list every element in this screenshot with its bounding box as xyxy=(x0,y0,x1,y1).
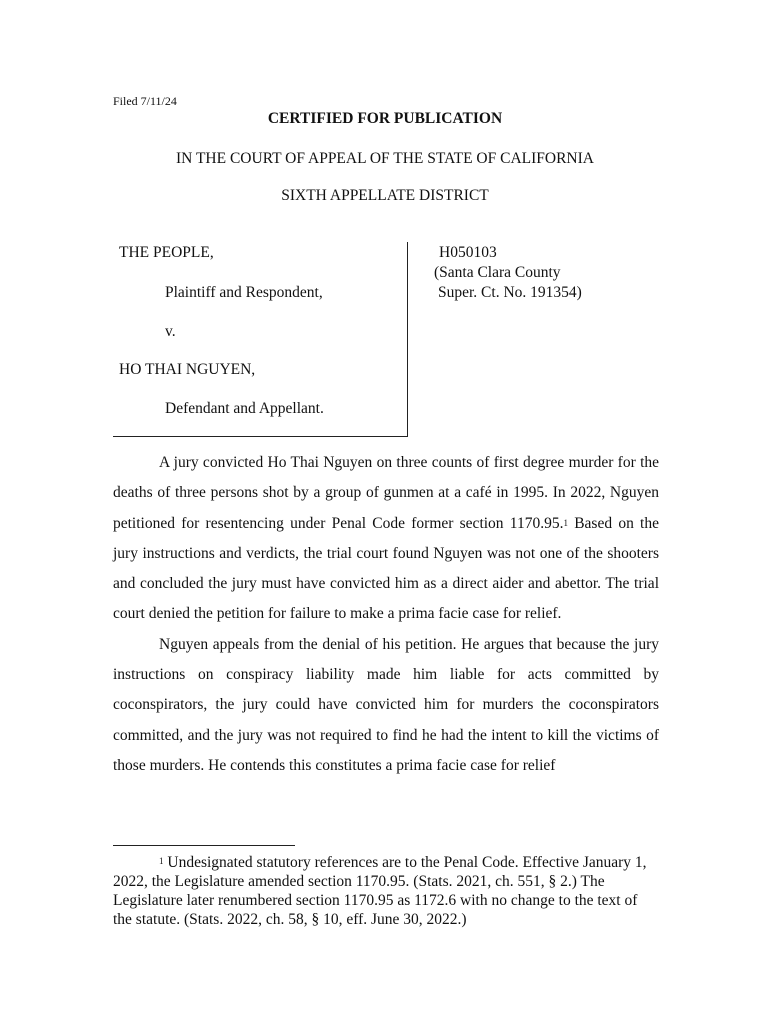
paragraph-1-text: A jury convicted Ho Thai Nguyen on three counts of first degree murder for the deaths of three persons shot by a group of gunmen at a café in 1995. In 2022, Nguyen petitioned for resentencing under Penal Code former section 1170.95. xyxy=(113,454,659,532)
plaintiff-name: THE PEOPLE, xyxy=(119,244,214,261)
opinion-body xyxy=(113,448,659,781)
court-name: IN THE COURT OF APPEAL OF THE STATE OF CALIFORNIA xyxy=(176,150,594,167)
footnote-mark: 1 xyxy=(159,856,164,866)
footnote-reference[interactable]: 1 xyxy=(563,517,568,528)
versus: v. xyxy=(165,323,176,340)
paragraph-1 xyxy=(113,448,659,630)
paragraph-1-text-continued: Based on the jury instructions and verdicts, the trial court found Nguyen was not one of the shooters and concluded the jury must have convicted him as a direct aider and abettor. The trial court denied the petition for failure to make a prima facie case for relief. xyxy=(113,514,659,623)
caption-vertical-rule xyxy=(407,242,408,437)
district-name: SIXTH APPELLATE DISTRICT xyxy=(281,187,489,204)
certified-heading: CERTIFIED FOR PUBLICATION xyxy=(267,110,503,127)
paragraph-2: Nguyen appeals from the denial of his petition. He argues that because the jury instructions on conspiracy liability made him liable for acts committed by coconspirators, the jury could have convicted him for murders the coconspirators committed, and the jury was not required to find he had the intent to kill the victims of those murders. He contends this constitutes a prima facie case for relief xyxy=(113,635,659,774)
county-line-1: (Santa Clara County xyxy=(434,264,561,281)
county-line-2: Super. Ct. No. 191354) xyxy=(438,284,582,301)
defendant-role: Defendant and Appellant. xyxy=(165,400,324,417)
plaintiff-role: Plaintiff and Respondent, xyxy=(165,284,323,301)
caption-horizontal-rule xyxy=(113,436,408,437)
footnote-separator xyxy=(113,845,295,846)
case-number: H050103 xyxy=(439,244,497,261)
footnote-text: Undesignated statutory references are to the Penal Code. Effective January 1, 2022, the Legislature amended section 1170.95. (Stats. 2021, ch. 551, § 2.) The Legislature later renumbered section 1170.95 as 1172.6 with no change to the text of the statute. (Stats. 2022, ch. 58, § 10, eff. June 30, 2022.) xyxy=(113,854,647,928)
footnote-1 xyxy=(113,853,649,929)
filed-date: Filed 7/11/24 xyxy=(113,94,177,108)
defendant-name: HO THAI NGUYEN, xyxy=(119,361,256,378)
